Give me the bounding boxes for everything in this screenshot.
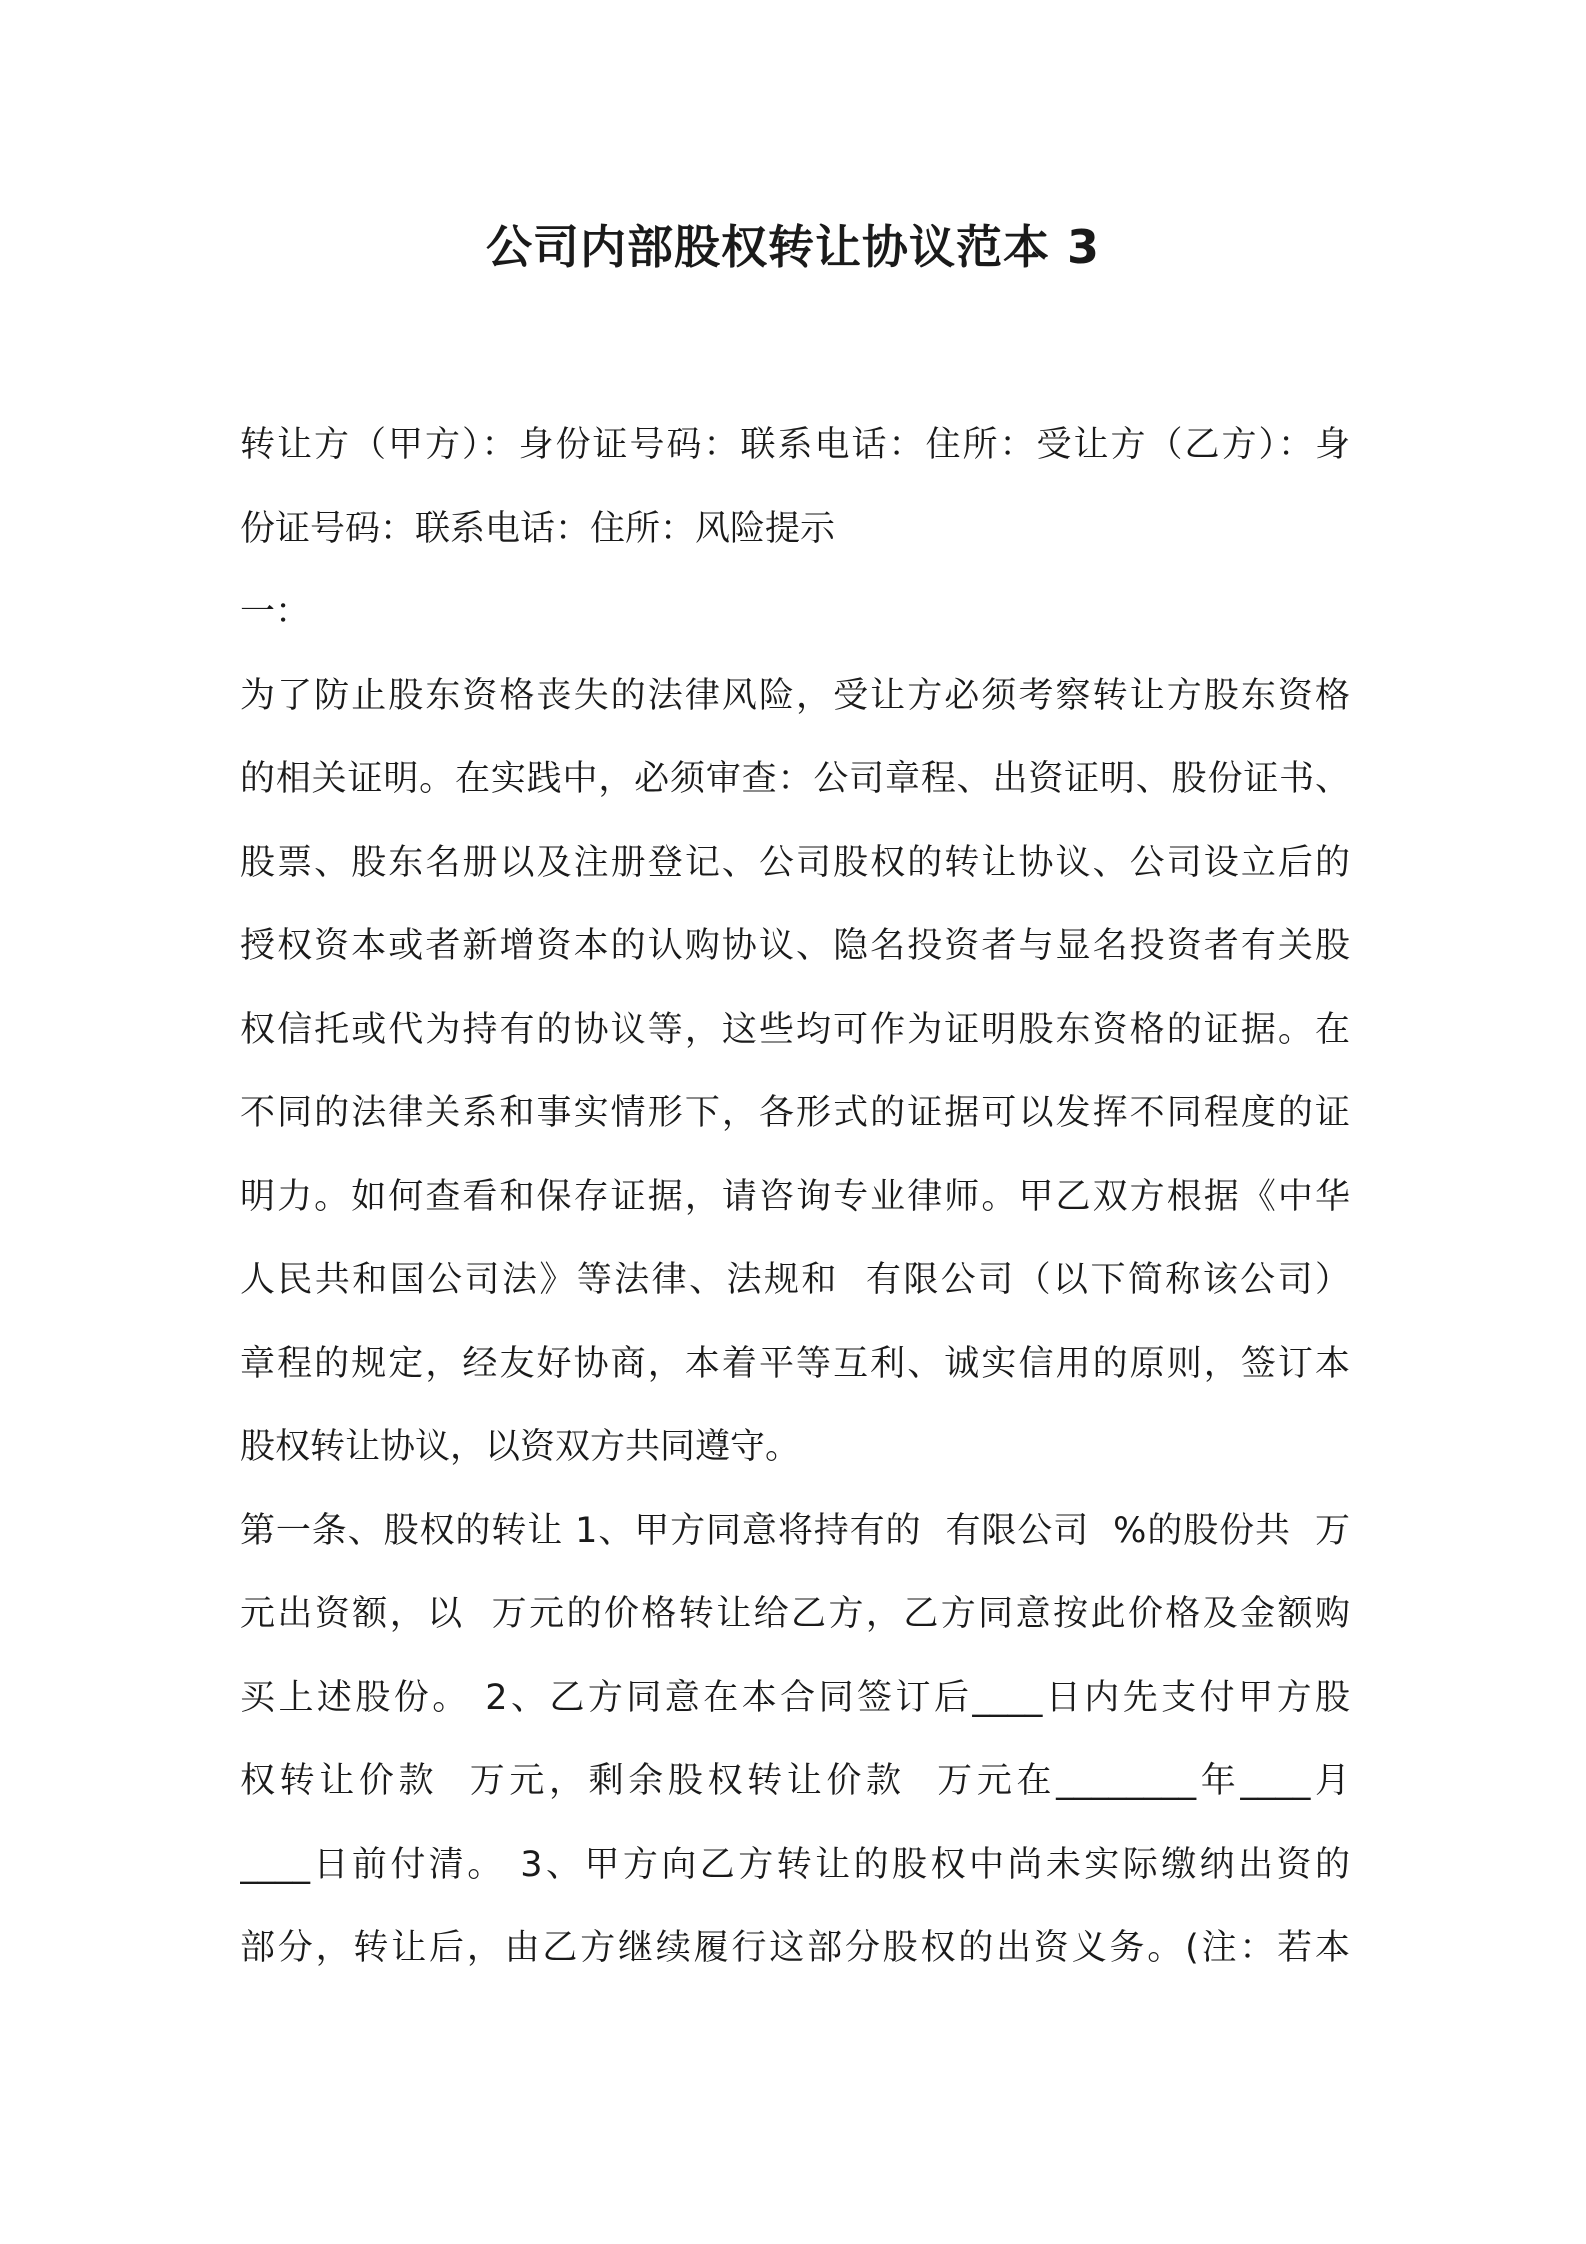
body-line-17: 权转让价款 万元，剩余股权转让价款 万元在________年____月 bbox=[240, 1761, 1350, 1801]
document-title: 公司内部股权转让协议范本 3 bbox=[485, 220, 1101, 274]
body-line-11: 人民共和国公司法》等法律、法规和 有限公司（以下简称该公司） bbox=[240, 1260, 1350, 1300]
body-line-15: 元出资额，以 万元的价格转让给乙方，乙方同意按此价格及金额购 bbox=[240, 1594, 1350, 1634]
body-line-4: 为了防止股东资格丧失的法律风险，受让方必须考察转让方股东资格 bbox=[240, 675, 1350, 716]
body-line-2: 份证号码：联系电话：住所：风险提示 bbox=[240, 508, 836, 549]
document-body bbox=[240, 404, 1350, 1991]
body-line-18: ____日前付清。 3、甲方向乙方转让的股权中尚未实际缴纳出资的 bbox=[240, 1844, 1350, 1885]
body-line-14: 第一条、股权的转让 1、甲方同意将持有的 有限公司 %的股份共 万 bbox=[240, 1510, 1350, 1551]
body-line-3: 一： bbox=[240, 592, 311, 632]
body-line-6: 股票、股东名册以及注册登记、公司股权的转让协议、公司设立后的 bbox=[240, 842, 1350, 883]
body-line-7: 授权资本或者新增资本的认购协议、隐名投资者与显名投资者有关股 bbox=[240, 926, 1350, 966]
body-line-13: 股权转让协议，以资双方共同遵守。 bbox=[240, 1427, 801, 1467]
body-line-16: 买上述股份。 2、乙方同意在本合同签订后____日内先支付甲方股 bbox=[240, 1677, 1350, 1718]
body-line-9: 不同的法律关系和事实情形下，各形式的证据可以发挥不同程度的证 bbox=[240, 1093, 1350, 1133]
body-line-19: 部分，转让后，由乙方继续履行这部分股权的出资义务。(注：若本 bbox=[240, 1928, 1350, 1968]
body-line-10: 明力。如何查看和保存证据，请咨询专业律师。甲乙双方根据《中华 bbox=[240, 1176, 1350, 1217]
body-line-12: 章程的规定，经友好协商，本着平等互利、诚实信用的原则，签订本 bbox=[240, 1343, 1350, 1384]
body-line-5: 的相关证明。在实践中，必须审查：公司章程、出资证明、股份证书、 bbox=[240, 759, 1350, 799]
body-line-8: 权信托或代为持有的协议等，这些均可作为证明股东资格的证据。在 bbox=[240, 1009, 1350, 1050]
body-line-1: 转让方（甲方）：身份证号码：联系电话：住所：受让方（乙方）：身 bbox=[240, 425, 1350, 465]
